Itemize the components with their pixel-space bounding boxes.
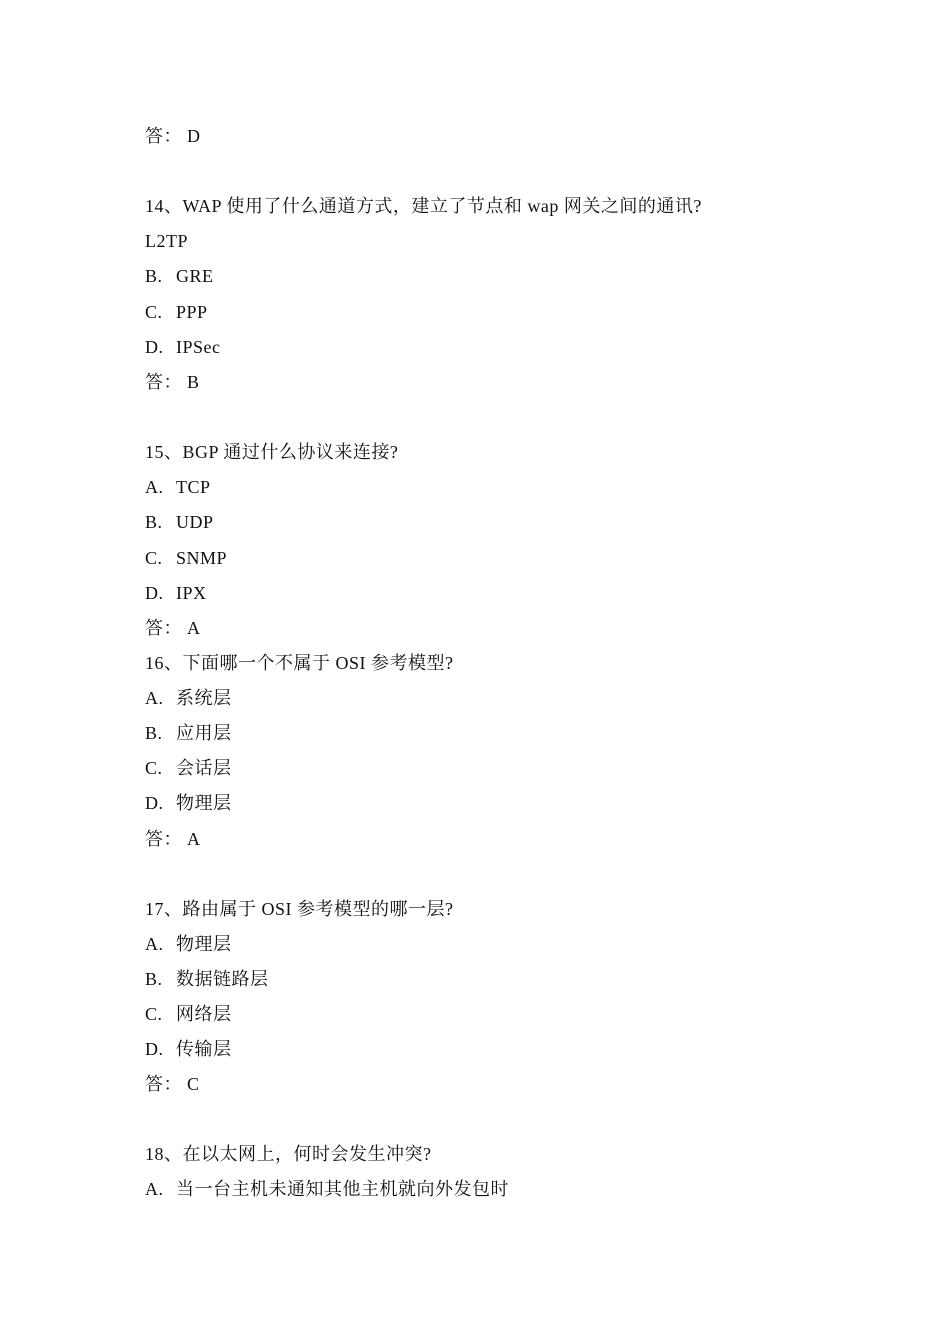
option-line (145, 1177, 509, 1201)
option-line (145, 932, 232, 956)
option-line (145, 475, 211, 499)
answer-label: 答： (145, 829, 182, 849)
option-line (145, 686, 232, 710)
answer-label: 答： (145, 618, 182, 638)
option-label: D. (145, 793, 164, 813)
option-text: UDP (176, 512, 214, 532)
answer-value: A (187, 829, 201, 849)
option-text: 数据链路层 (176, 969, 269, 989)
option-label: C. (145, 758, 163, 778)
option-text: GRE (176, 266, 214, 286)
answer-line (145, 124, 201, 148)
answer-line (145, 616, 201, 640)
option-text: 当一台主机未通知其他主机就向外发包时 (176, 1179, 509, 1199)
option-text: IPX (176, 583, 207, 603)
question-16: 16、下面哪一个不属于 OSI 参考模型? (145, 653, 454, 673)
answer-value: D (187, 126, 201, 146)
answer-label: 答： (145, 372, 182, 392)
option-text: PPP (176, 302, 208, 322)
option-label: A. (145, 688, 164, 708)
option-line (145, 264, 214, 288)
option-text: IPSec (176, 337, 221, 357)
option-line (145, 791, 232, 815)
option-label: B. (145, 969, 163, 989)
answer-label: 答： (145, 126, 182, 146)
option-line (145, 300, 208, 324)
answer-value: C (187, 1074, 200, 1094)
option-text: 网络层 (176, 1004, 232, 1024)
option-text: 会话层 (176, 758, 232, 778)
answer-value: B (187, 372, 200, 392)
option-text: 物理层 (176, 934, 232, 954)
option-line (145, 1002, 232, 1026)
option-line (145, 756, 232, 780)
option-line: L2TP (145, 231, 189, 251)
option-line (145, 546, 227, 570)
option-label: C. (145, 548, 163, 568)
option-text: 应用层 (176, 723, 232, 743)
option-line (145, 581, 207, 605)
answer-label: 答： (145, 1074, 182, 1094)
option-line (145, 1037, 232, 1061)
option-line (145, 721, 232, 745)
option-label: D. (145, 337, 164, 357)
option-label: B. (145, 723, 163, 743)
option-label: B. (145, 512, 163, 532)
answer-line (145, 370, 200, 394)
option-label: A. (145, 934, 164, 954)
option-text: 传输层 (176, 1039, 232, 1059)
question-15: 15、BGP 通过什么协议来连接? (145, 442, 399, 462)
answer-value: A (187, 618, 201, 638)
question-14: 14、WAP 使用了什么通道方式，建立了节点和 wap 网关之间的通讯? (145, 196, 702, 216)
option-label: D. (145, 583, 164, 603)
option-text: SNMP (176, 548, 228, 568)
question-17: 17、路由属于 OSI 参考模型的哪一层? (145, 899, 454, 919)
option-line (145, 510, 214, 534)
option-label: D. (145, 1039, 164, 1059)
option-line (145, 967, 269, 991)
option-label: A. (145, 477, 164, 497)
option-label: C. (145, 1004, 163, 1024)
option-text: TCP (176, 477, 211, 497)
option-label: B. (145, 266, 163, 286)
answer-line (145, 1072, 200, 1096)
option-text: 系统层 (176, 688, 232, 708)
question-18: 18、在以太网上，何时会发生冲突? (145, 1144, 432, 1164)
option-label: C. (145, 302, 163, 322)
option-line (145, 335, 221, 359)
answer-line (145, 827, 201, 851)
option-text: 物理层 (176, 793, 232, 813)
option-label: A. (145, 1179, 164, 1199)
